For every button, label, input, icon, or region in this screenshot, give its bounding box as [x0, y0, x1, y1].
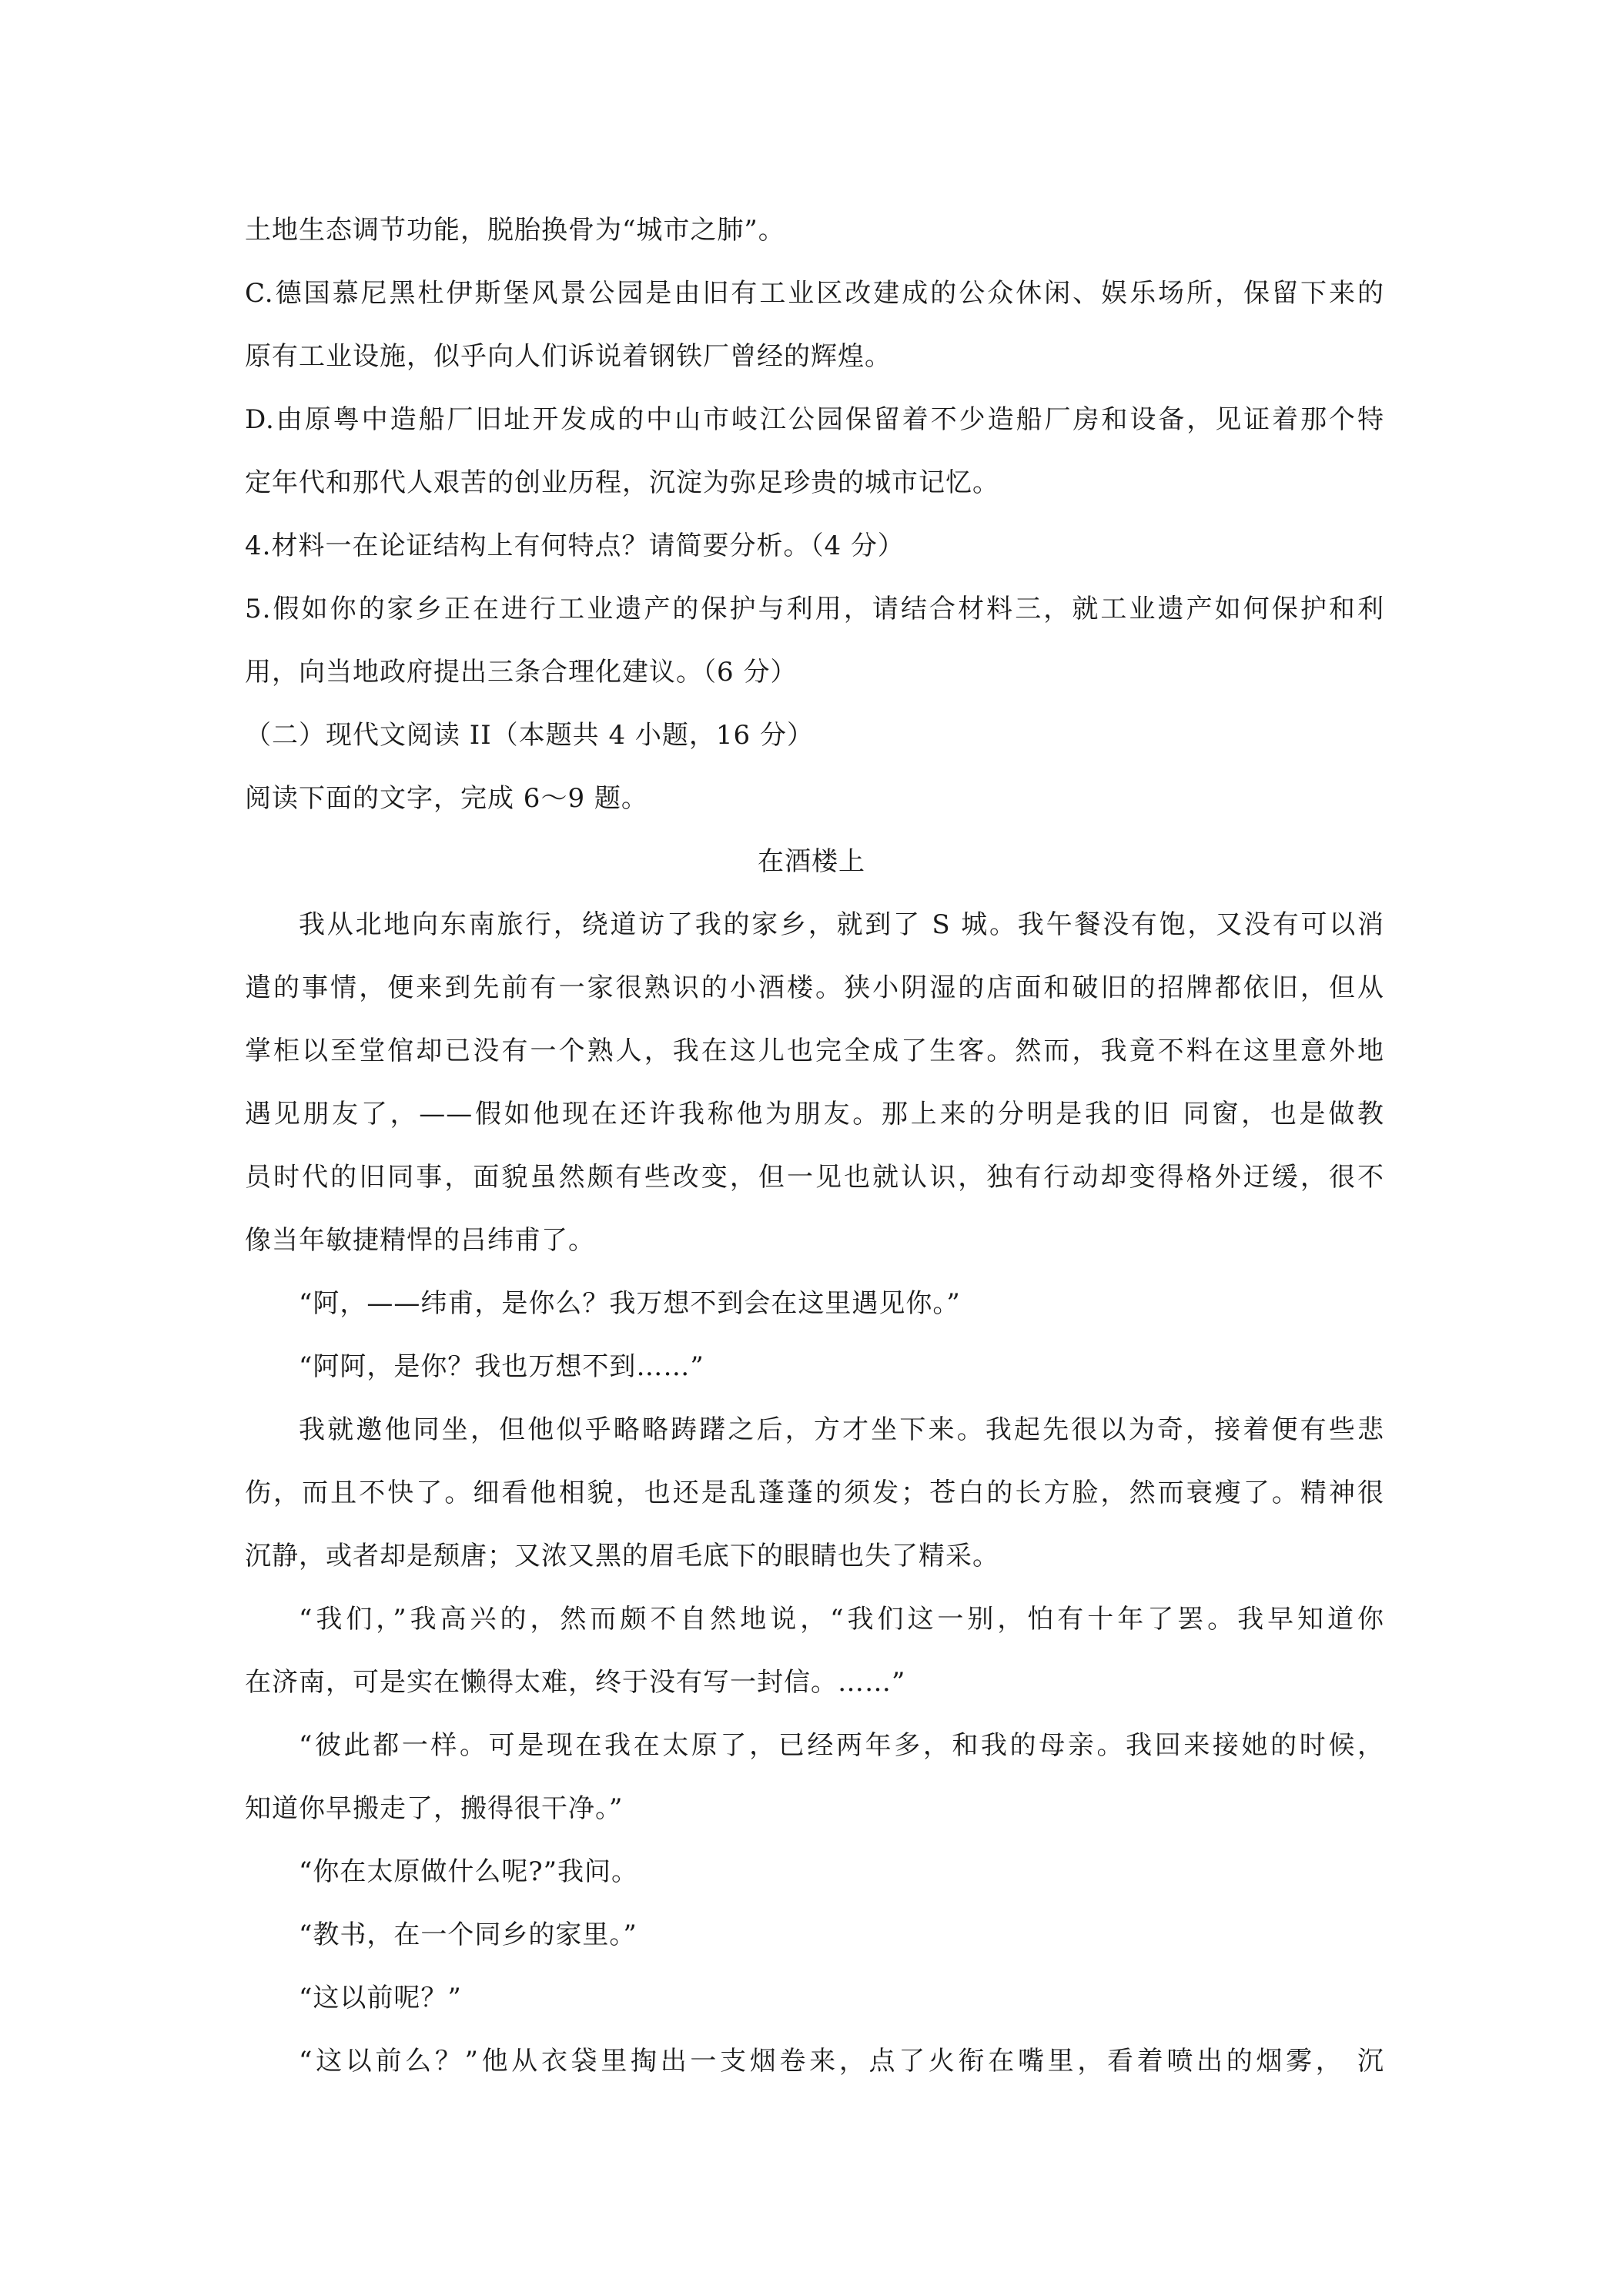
- option-d-line: D.由原粤中造船厂旧址开发成的中山市岐江公园保留着不少造船厂房和设备，见证着那个特: [245, 404, 1384, 435]
- dialogue-line: 知道你早搬走了，搬得很干净。”: [245, 1793, 624, 1824]
- dialogue-line: “阿阿，是你？我也万想不到……”: [299, 1351, 704, 1382]
- text-line: 原有工业设施，似乎向人们诉说着钢铁厂曾经的辉煌。: [245, 341, 892, 372]
- dialogue-line: “你在太原做什么呢?”我问。: [299, 1856, 638, 1887]
- dialogue-line: 在济南，可是实在懒得太难，终于没有写一封信。……”: [245, 1667, 906, 1698]
- text-line: 用，向当地政府提出三条合理化建议。（6 分）: [245, 657, 798, 688]
- paragraph-line: 像当年敏捷精悍的吕纬甫了。: [245, 1225, 595, 1256]
- paragraph-line: 伤，而且不快了。细看他相貌，也还是乱蓬蓬的须发；苍白的长方脸，然而衰瘦了。精神很: [245, 1478, 1384, 1508]
- paragraph-line: 我就邀他同坐，但他似乎略略踌躇之后，方才坐下来。我起先很以为奇，接着便有些悲: [299, 1414, 1384, 1445]
- reading-instruction: 阅读下面的文字，完成 6～9 题。: [245, 783, 648, 814]
- paragraph-line: 沉静，或者却是颓唐；又浓又黑的眉毛底下的眼睛也失了精采。: [245, 1541, 999, 1571]
- dialogue-line: “这以前呢？”: [299, 1983, 462, 2013]
- paragraph-line: 员时代的旧同事，面貌虽然颇有些改变，但一见也就认识，独有行动却变得格外迂缓，很不: [245, 1162, 1384, 1193]
- dialogue-line: “阿，——纬甫，是你么？我万想不到会在这里遇见你。”: [299, 1288, 961, 1319]
- dialogue-line: “这以前么？”他从衣袋里掏出一支烟卷来，点了火衔在嘴里，看着喷出的烟雾， 沉: [299, 2046, 1384, 2077]
- dialogue-line: “我们，”我高兴的，然而颇不自然地说，“我们这一别，怕有十年了罢。我早知道你: [299, 1604, 1384, 1635]
- paragraph-line: 遣的事情，便来到先前有一家很熟识的小酒楼。狭小阴湿的店面和破旧的招牌都依旧，但从: [245, 972, 1384, 1003]
- option-c-line: C.德国慕尼黑杜伊斯堡风景公园是由旧有工业区改建成的公众休闲、娱乐场所，保留下来的: [245, 278, 1384, 309]
- text-line: 土地生态调节功能，脱胎换骨为“城市之肺”。: [245, 215, 785, 246]
- dialogue-line: “彼此都一样。可是现在我在太原了，已经两年多，和我的母亲。我回来接她的时候，: [299, 1730, 1384, 1761]
- question-5: 5.假如你的家乡正在进行工业遗产的保护与利用，请结合材料三，就工业遗产如何保护和利: [245, 594, 1384, 624]
- paragraph-line: 我从北地向东南旅行，绕道访了我的家乡，就到了 S 城。我午餐没有饱，又没有可以消: [299, 909, 1384, 940]
- dialogue-line: “教书，在一个同乡的家里。”: [299, 1919, 637, 1950]
- text-line: 定年代和那代人艰苦的创业历程，沉淀为弥足珍贵的城市记忆。: [245, 467, 999, 498]
- section-heading: （二）现代文阅读 II（本题共 4 小题，16 分）: [245, 720, 814, 751]
- question-4: 4.材料一在论证结构上有何特点？请简要分析。（4 分）: [245, 530, 905, 561]
- paragraph-line: 掌柜以至堂倌却已没有一个熟人，我在这儿也完全成了生客。然而，我竟不料在这里意外地: [245, 1036, 1384, 1066]
- passage-title: 在酒楼上: [758, 846, 865, 877]
- paragraph-line: 遇见朋友了，——假如他现在还许我称他为朋友。那上来的分明是我的旧 同窗，也是做教: [245, 1099, 1384, 1130]
